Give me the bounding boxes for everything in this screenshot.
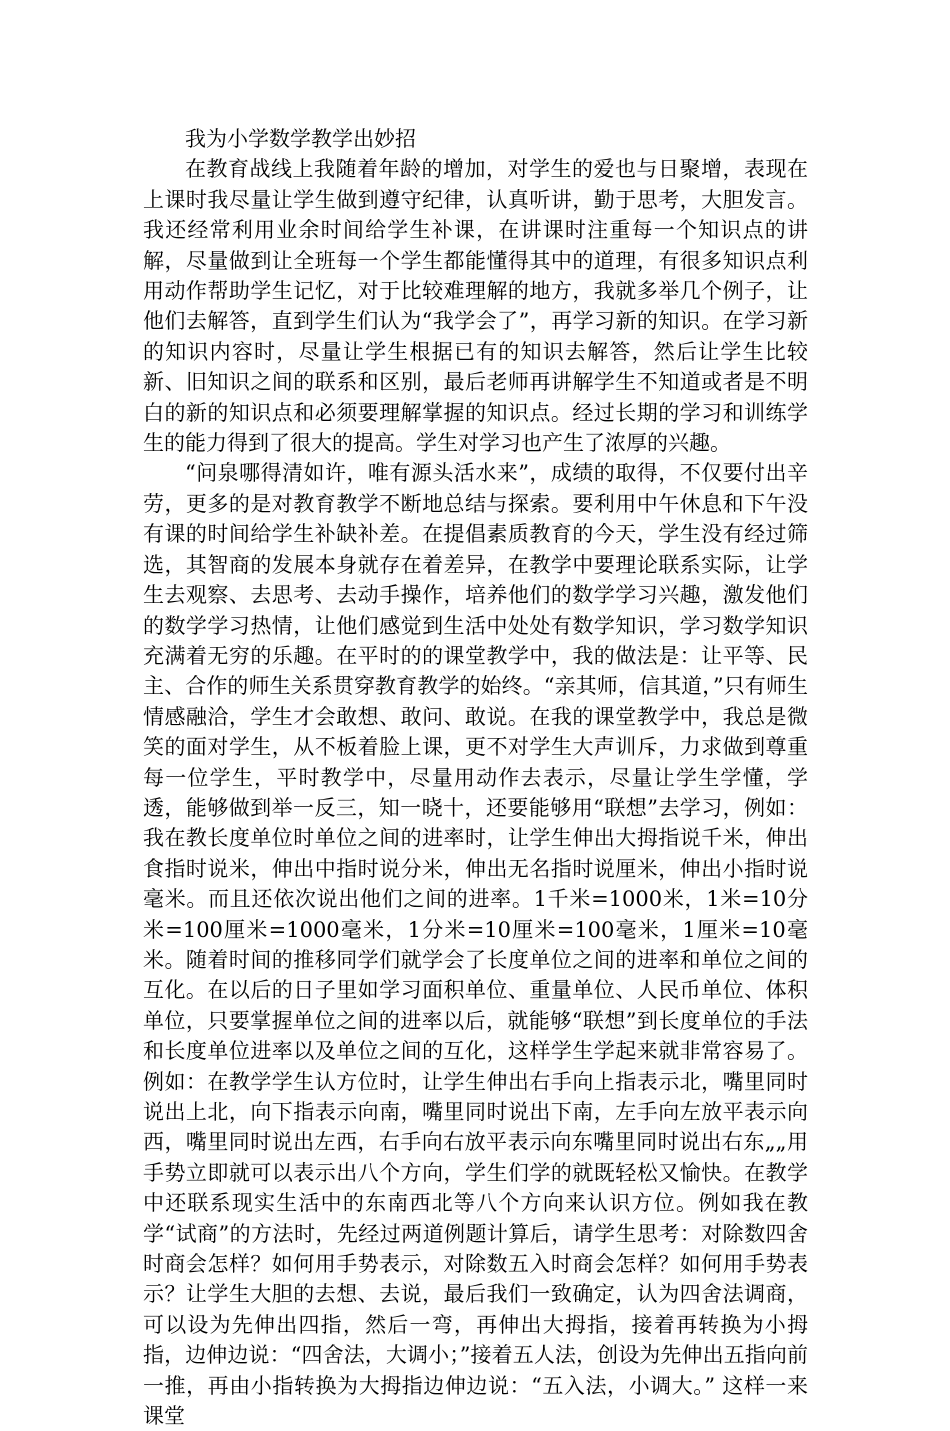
paragraph-2: “问泉哪得清如许，唯有源头活水来”，成绩的取得，不仅要付出辛劳，更多的是对教育教学不断地总结与探索。要利用中午休息和下午没有课的时间给学生补缺补差。在提倡素质教育的今天，学生没有经过筛选，其智商的发展本身就存在着差异，在教学中要理论联系实际，让学生去观察、去思考、去动手操作，培养他们的数学学习兴趣，激发他们的数学学习热情，让他们感觉到生活中处处有数学知识，学习数学知识充满着无穷的乐趣。在平时的的课堂教学中，我的做法是：让平等、民主、合作的师生关系贯穿教育教学的始终。“亲其师，信其道，”只有师生情感融洽，学生才会敢想、敢问、敢说。在我的课堂教学中，我总是微笑的面对学生，从不板着脸上课，更不对学生大声训斥，力求做到尊重每一位学生，平时教学中，尽量用动作去表示，尽量让学生学懂，学透，能够做到举一反三，知一晓十，还要能够用“联想”去学习，例如：我在教长度单位时单位之间的进率时，让学生伸出大拇指说千米，伸出食指时说米，伸出中指时说分米，伸出无名指时说厘米，伸出小指时说毫米。而且还依次说出他们之间的进率。1千米=1000米，1米=10分米=100厘米=1000毫米，1分米=10厘米=100毫米，1厘米=10毫米。随着时间的推移同学们就学会了长度单位之间的进率和单位之间的互化。在以后的日子里如学习面积单位、重量单位、人民币单位、体积单位，只要掌握单位之间的进率以后，就能够“联想”到长度单位的手法和长度单位进率以及单位之间的互化，这样学生学起来就非常容易了。例如：在教学学生认方位时，让学生伸出右手向上指表示北，嘴里同时说出上北，向下指表示向南，嘴里同时说出下南，左手向左放平表示向西，嘴里同时说出左西，右手向右放平表示向东嘴里同时说出右东„„用手势立即就可以表示出八个方向，学生们学的就既轻松又愉快。在教学中还联系现实生活中的东南西北等八个方向来认识方位。例如我在教学“试商”的方法时，先经过两道例题计算后，请学生思考：对除数四舍时商会怎样？如何用手势表示，对除数五入时商会怎样？如何用手势表示？让学生大胆的去想、去说，最后我们一致确定，认为四舍法调商，可以设为先伸出四指，然后一弯，再伸出大拇指，接着再转换为小拇指，边伸边说：“四舍法，大调小；”接着五人法，创设为先伸出五指向前一推，再由小指转换为大拇指边伸边说：“五入法，小调大。” 这样一来课堂: [143, 461, 808, 1429]
document-title: 我为小学数学教学出妙招: [185, 127, 416, 151]
document-body: [143, 124, 808, 1431]
paragraph-1: 在教育战线上我随着年龄的增加，对学生的爱也与日聚增，表现在上课时我尽量让学生做到遵守纪律，认真听讲，勤于思考，大胆发言。我还经常利用业余时间给学生补课，在讲课时注重每一个知识点的讲解，尽量做到让全班每一个学生都能懂得其中的道理，有很多知识点利用动作帮助学生记忆，对于比较难理解的地方，我就多举几个例子，让他们去解答，直到学生们认为“我学会了”，再学习新的知识。在学习新的知识内容时，尽量让学生根据已有的知识去解答，然后让学生比较新、旧知识之间的联系和区别，最后老师再讲解学生不知道或者是不明白的新的知识点和必须要理解掌握的知识点。经过长期的学习和训练学生的能力得到了很大的提高。学生对学习也产生了浓厚的兴趣。: [143, 157, 808, 456]
